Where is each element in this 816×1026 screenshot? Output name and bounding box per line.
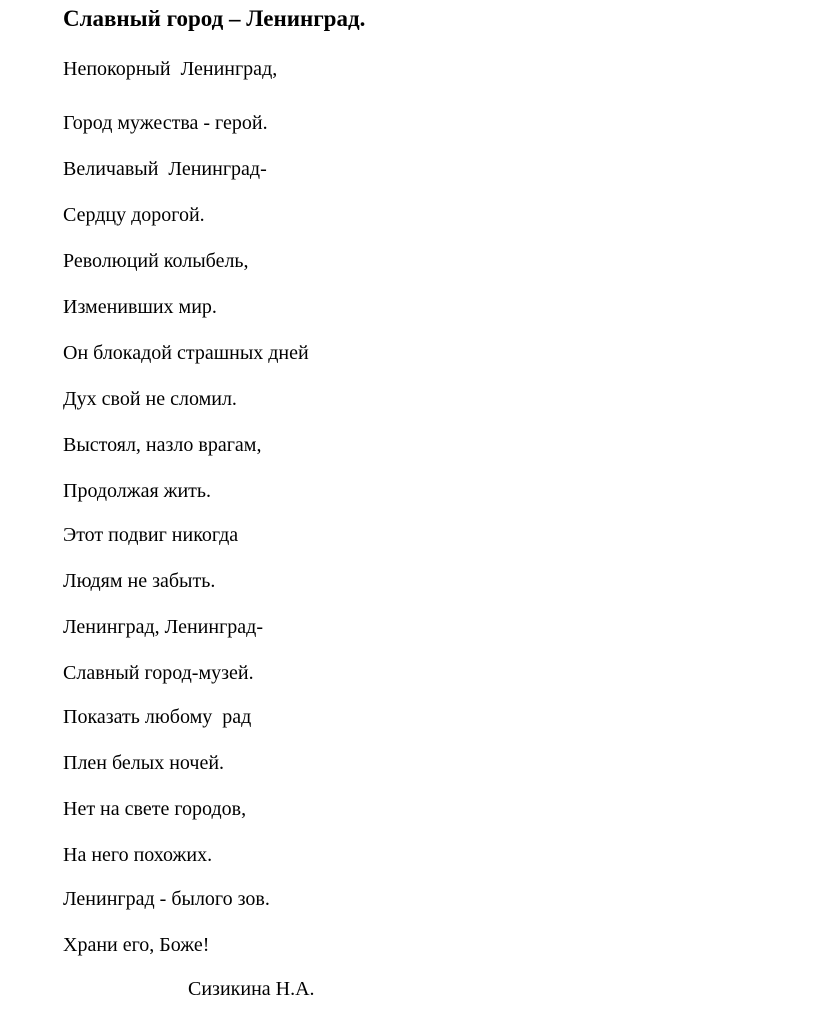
poem-line: Ленинград - былого зов.	[63, 888, 270, 910]
poem-line: Нет на свете городов,	[63, 798, 247, 820]
poem-line: Изменивших мир.	[63, 296, 217, 318]
poem-line: Плен белых ночей.	[63, 752, 225, 774]
poem-line: Дух свой не сломил.	[63, 388, 237, 410]
poem-author: Сизикина Н.А.	[188, 978, 315, 1000]
poem-line: Продолжая жить.	[63, 480, 212, 502]
poem-line: Людям не забыть.	[63, 570, 216, 592]
poem-line: Ленинград, Ленинград-	[63, 616, 263, 638]
poem-title: Славный город – Ленинград.	[63, 6, 366, 31]
poem-line: Этот подвиг никогда	[63, 524, 239, 546]
poem-line: Выстоял, назло врагам,	[63, 434, 262, 456]
poem-line: Непокорный Ленинград,	[63, 58, 278, 80]
poem-line: Величавый Ленинград-	[63, 158, 267, 180]
poem-line: На него похожих.	[63, 844, 213, 866]
poem-line: Славный город-музей.	[63, 662, 254, 684]
poem-line: Город мужества - герой.	[63, 112, 268, 134]
poem-line: Показать любому рад	[63, 706, 252, 728]
poem-line: Он блокадой страшных дней	[63, 342, 309, 364]
poem-line: Храни его, Боже!	[63, 934, 210, 956]
poem-line: Революций колыбель,	[63, 250, 249, 272]
poem-line: Сердцу дорогой.	[63, 204, 205, 226]
